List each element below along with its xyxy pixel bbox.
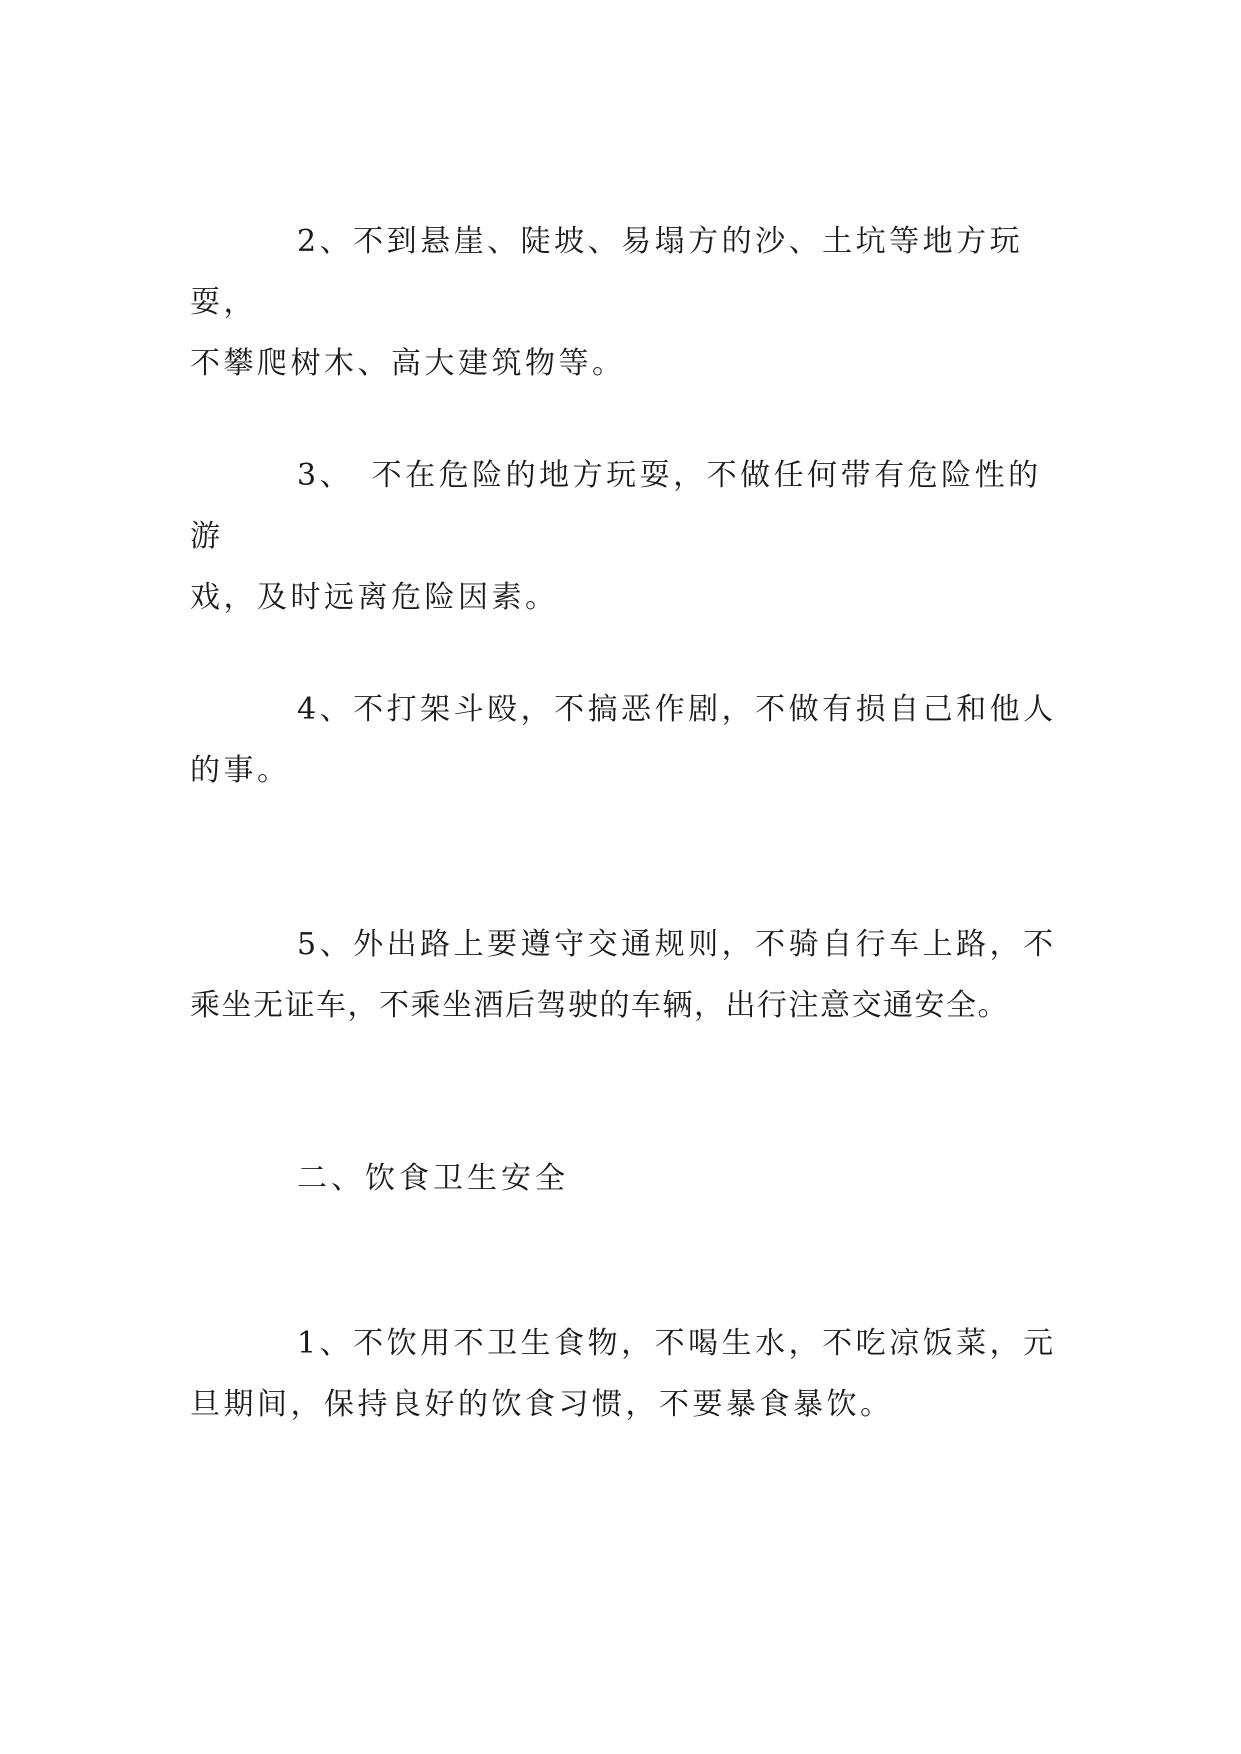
section-heading-food-safety: [190, 1148, 1060, 1209]
paragraph-item-2: [190, 211, 1060, 394]
paragraph-line: 不攀爬树木、高大建筑物等。: [190, 346, 626, 381]
paragraph-line: 4、不打架斗殴，不搞恶作剧，不做有损自己和他人: [297, 692, 1057, 727]
paragraph-line: 5、外出路上要遵守交通规则，不骑自行车上路，不: [297, 927, 1057, 962]
paragraph-line: 1、不饮用不卫生食物，不喝生水，不吃凉饭菜，元: [297, 1326, 1057, 1361]
paragraph-item-5: [190, 914, 1060, 1036]
paragraph-item-4: [190, 679, 1060, 801]
paragraph-line: 的事。: [190, 753, 291, 788]
paragraph-line: 旦期间，保持良好的饮食习惯，不要暴食暴饮。: [190, 1387, 894, 1422]
paragraph-line: 戏，及时远离危险因素。: [190, 580, 559, 615]
section-heading-text: 二、饮食卫生安全: [297, 1161, 569, 1196]
paragraph-line: 2、不到悬崖、陡坡、易塌方的沙、土坑等地方玩耍，: [190, 224, 1024, 320]
paragraph-item-1-food: [190, 1313, 1060, 1435]
paragraph-line: 乘坐无证车，不乘坐酒后驾驶的车辆，出行注意交通安全。: [190, 988, 1009, 1023]
paragraph-line: 3、 不在危险的地方玩耍，不做任何带有危险性的游: [190, 458, 1042, 554]
paragraph-item-3: [190, 445, 1060, 628]
